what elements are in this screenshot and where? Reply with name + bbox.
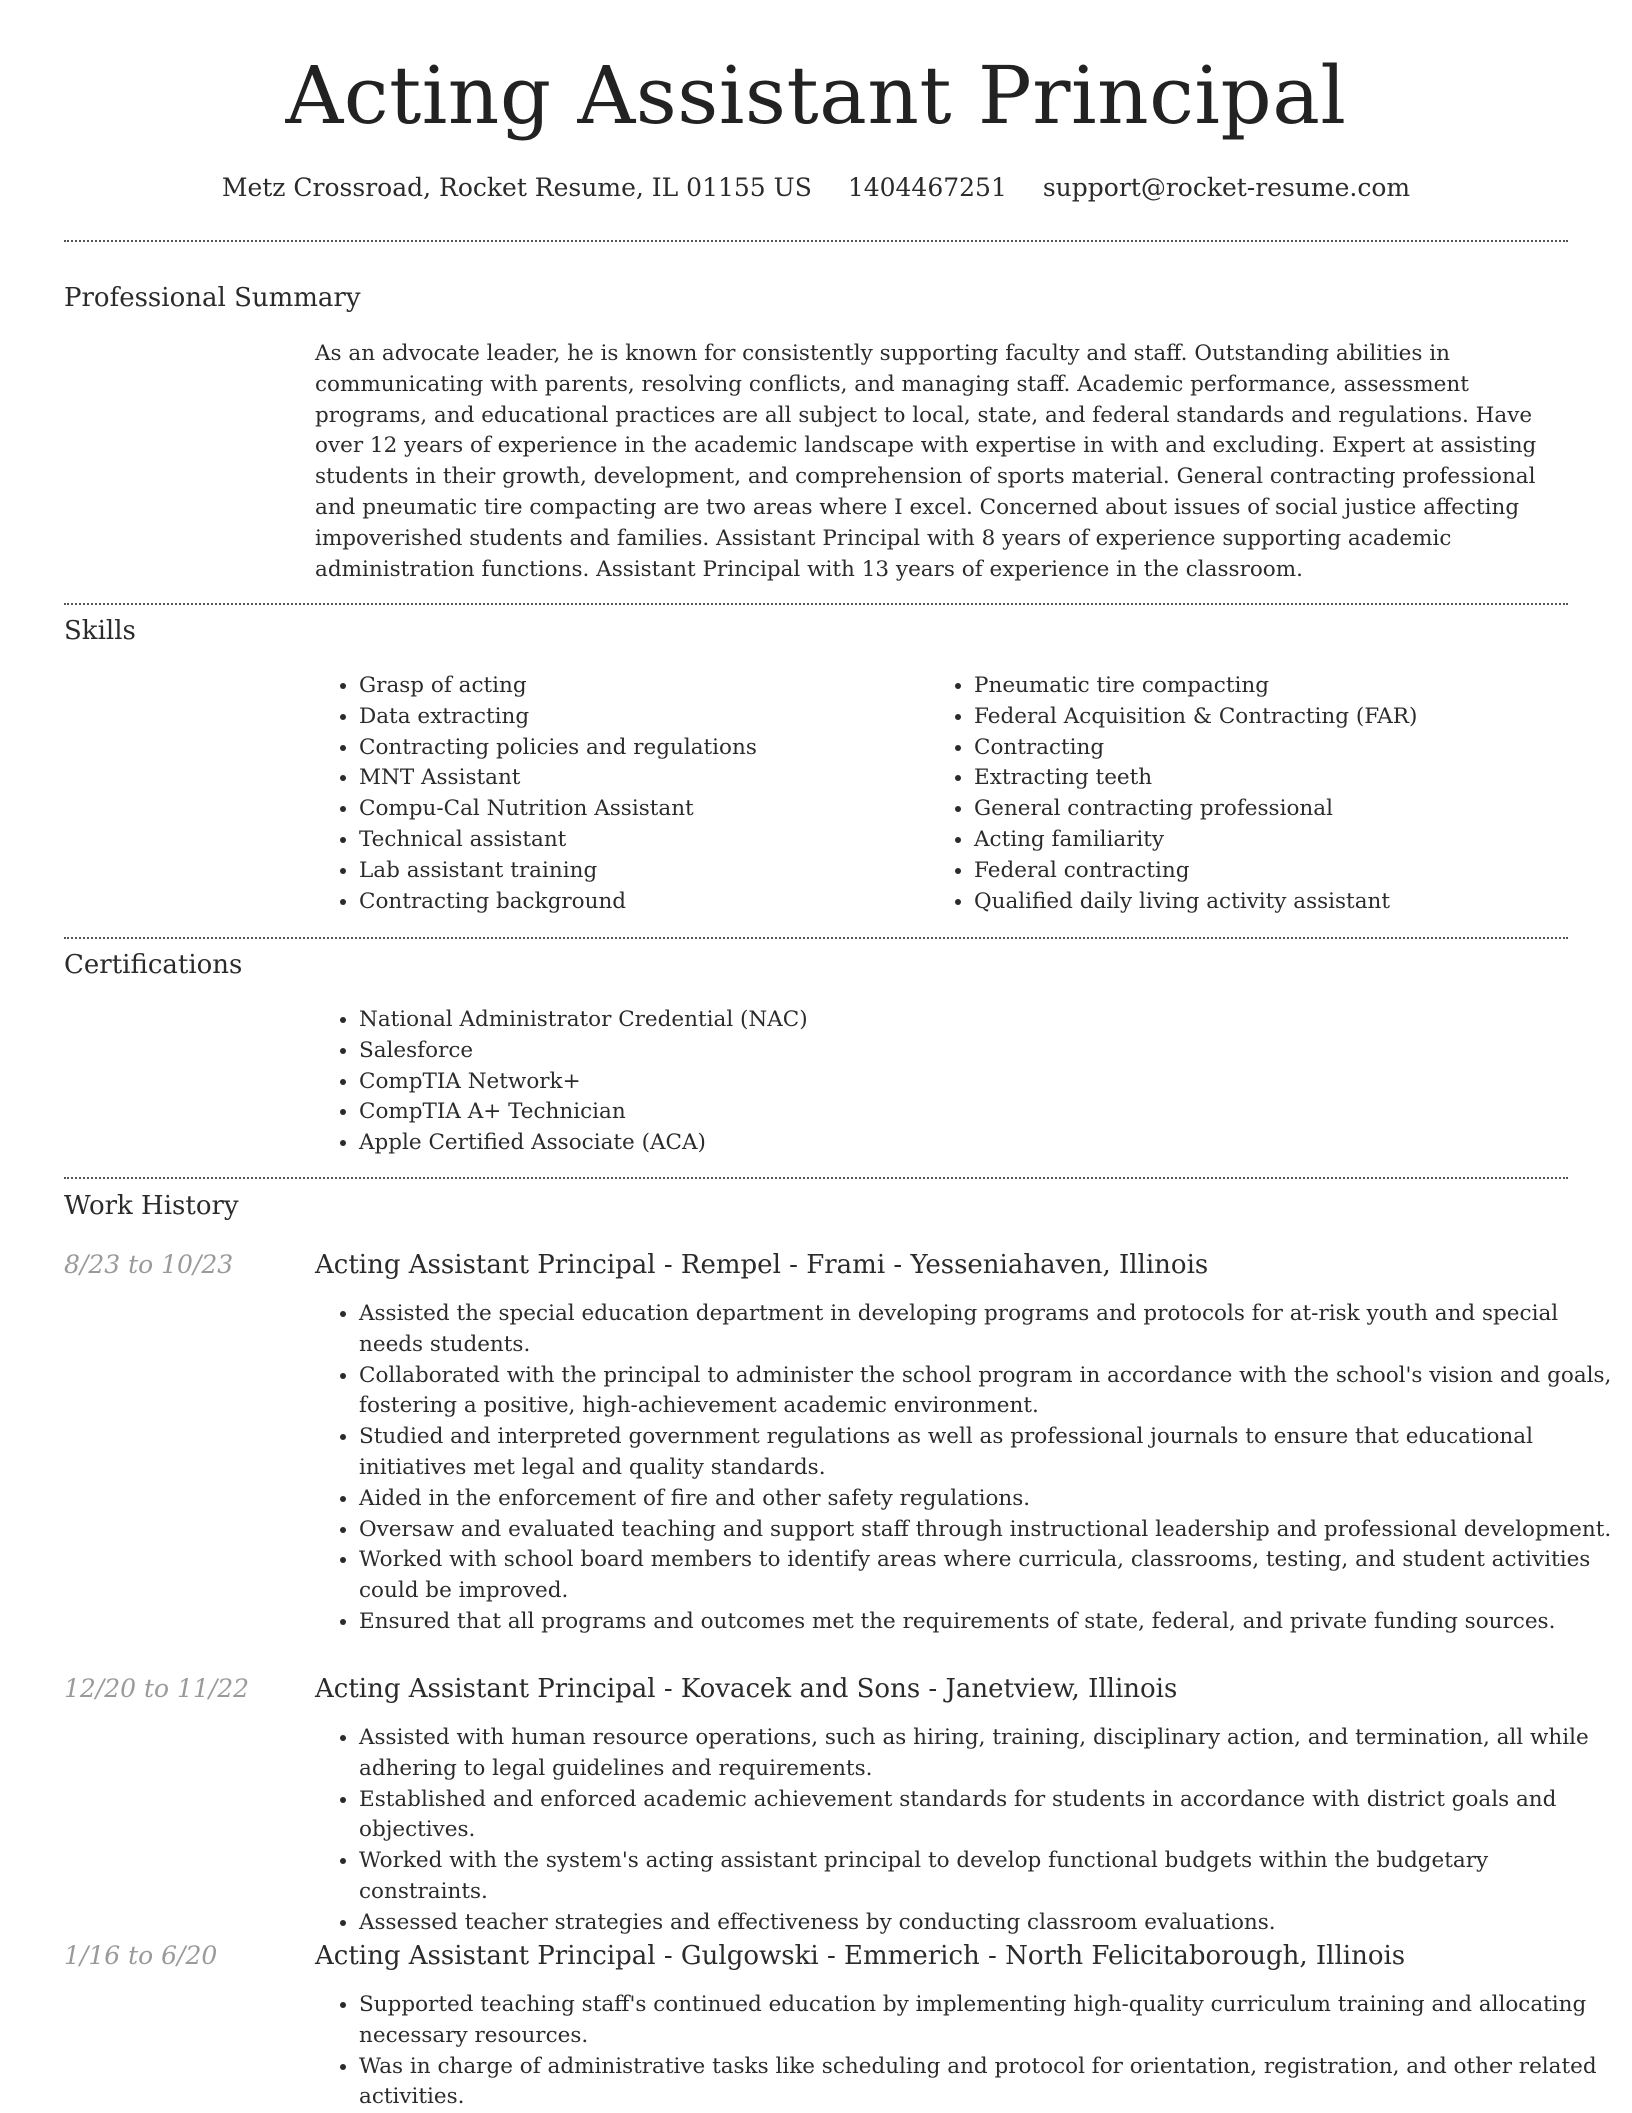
job-dates: 1/16 to 6/20	[64, 1941, 218, 1970]
job-bullet: • Ensured that all programs and outcomes met the requirements of state, federal, and private funding sources.	[359, 1607, 1614, 1638]
skill-item: • Extracting teeth	[974, 763, 1614, 794]
job-bullet: • Studied and interpreted government regulations as well as professional journals to ensure that educational initiatives met legal and quality standards.	[359, 1422, 1614, 1484]
skill-item: • Contracting policies and regulations	[359, 733, 919, 764]
divider	[64, 937, 1568, 939]
email-link[interactable]: support@rocket-resume.com	[1042, 173, 1411, 202]
skill-item: • Grasp of acting	[359, 671, 919, 702]
certification-item: • CompTIA A+ Technician	[359, 1097, 1614, 1128]
job-bullets	[315, 1723, 1614, 1939]
work-history-heading: Work History	[64, 1191, 239, 1221]
address: Metz Crossroad, Rocket Resume, IL 01155 US	[221, 173, 812, 202]
job-bullet: • Assisted the special education department in developing programs and protocols for at-risk youth and special needs students.	[359, 1299, 1614, 1361]
job-bullet: • Collaborated with the principal to administer the school program in accordance with the school's vision and goals, fostering a positive, high-achievement academic environment.	[359, 1361, 1614, 1423]
job-title: Acting Assistant Principal - Gulgowski - Emmerich - North Felicitaborough, Illinois	[315, 1941, 1406, 1971]
skill-item: • Technical assistant	[359, 825, 919, 856]
job-bullet: • Established and enforced academic achievement standards for students in accordance with district goals and objectives.	[359, 1785, 1614, 1847]
divider	[64, 240, 1568, 242]
skill-item: • Compu-Cal Nutrition Assistant	[359, 794, 919, 825]
skills-list-left	[315, 671, 919, 917]
job-bullet: • Assisted with human resource operations, such as hiring, training, disciplinary action, and termination, all while adhering to legal guidelines and requirements.	[359, 1723, 1614, 1785]
certifications-list	[315, 1005, 1614, 1159]
job-bullet: • Was in charge of administrative tasks like scheduling and protocol for orientation, registration, and other related activities.	[359, 2052, 1614, 2113]
skill-item: • General contracting professional	[974, 794, 1614, 825]
phone: 1404467251	[847, 173, 1007, 202]
job-bullet: • Worked with the system's acting assistant principal to develop functional budgets within the budgetary constraints.	[359, 1846, 1614, 1908]
certification-item: • Salesforce	[359, 1036, 1614, 1067]
certification-item: • National Administrator Credential (NAC)	[359, 1005, 1614, 1036]
skill-item: • Pneumatic tire compacting	[974, 671, 1614, 702]
skill-item: • Contracting	[974, 733, 1614, 764]
divider	[64, 603, 1568, 605]
skills-heading: Skills	[64, 616, 136, 646]
skills-list-right	[930, 671, 1614, 917]
candidate-name: Acting Assistant Principal	[285, 49, 1347, 142]
skill-item: • MNT Assistant	[359, 763, 919, 794]
certification-item: • CompTIA Network+	[359, 1067, 1614, 1098]
skill-item: • Lab assistant training	[359, 856, 919, 887]
skill-item: • Contracting background	[359, 887, 919, 918]
job-title: Acting Assistant Principal - Rempel - Frami - Yesseniahaven, Illinois	[315, 1250, 1209, 1280]
skill-item: • Federal contracting	[974, 856, 1614, 887]
job-bullet: • Supported teaching staff's continued education by implementing high-quality curriculum training and allocating necessary resources.	[359, 1990, 1614, 2052]
divider	[64, 1177, 1568, 1179]
summary-heading: Professional Summary	[64, 283, 361, 313]
job-bullet: • Assessed teacher strategies and effectiveness by conducting classroom evaluations.	[359, 1908, 1614, 1939]
job-bullets	[315, 1990, 1614, 2113]
certification-item: • Apple Certified Associate (ACA)	[359, 1128, 1614, 1159]
skill-item: • Acting familiarity	[974, 825, 1614, 856]
job-bullet: • Oversaw and evaluated teaching and support staff through instructional leadership and professional development.	[359, 1515, 1614, 1546]
contact-line	[0, 170, 1632, 206]
skill-item: • Qualified daily living activity assistant	[974, 887, 1614, 918]
job-bullets	[315, 1299, 1614, 1638]
skill-item: • Federal Acquisition & Contracting (FAR)	[974, 702, 1614, 733]
job-bullet: • Worked with school board members to identify areas where curricula, classrooms, testing, and student activities could be improved.	[359, 1545, 1614, 1607]
job-title: Acting Assistant Principal - Kovacek and Sons - Janetview, Illinois	[315, 1674, 1178, 1704]
certifications-heading: Certifications	[64, 950, 243, 980]
summary-text: As an advocate leader, he is known for consistently supporting faculty and staff. Outstanding abilities in communicating with parents, resolving conflicts, and managing staff. Academic performance, assessment programs, and educational practices are all subject to local, state, and federal standards and regulations. Have over 12 years of experience in the academic landscape with expertise in with and excluding. Expert at assisting students in their growth, development, and comprehension of sports material. General contracting professional and pneumatic tire compacting are two areas where I excel. Concerned about issues of social justice affecting impoverished students and families. Assistant Principal with 8 years of experience supporting academic administration functions. Assistant Principal with 13 years of experience in the classroom.	[315, 341, 1537, 582]
job-dates: 8/23 to 10/23	[64, 1250, 234, 1279]
skill-item: • Data extracting	[359, 702, 919, 733]
job-bullet: • Aided in the enforcement of fire and other safety regulations.	[359, 1484, 1614, 1515]
job-dates: 12/20 to 11/22	[64, 1674, 250, 1703]
